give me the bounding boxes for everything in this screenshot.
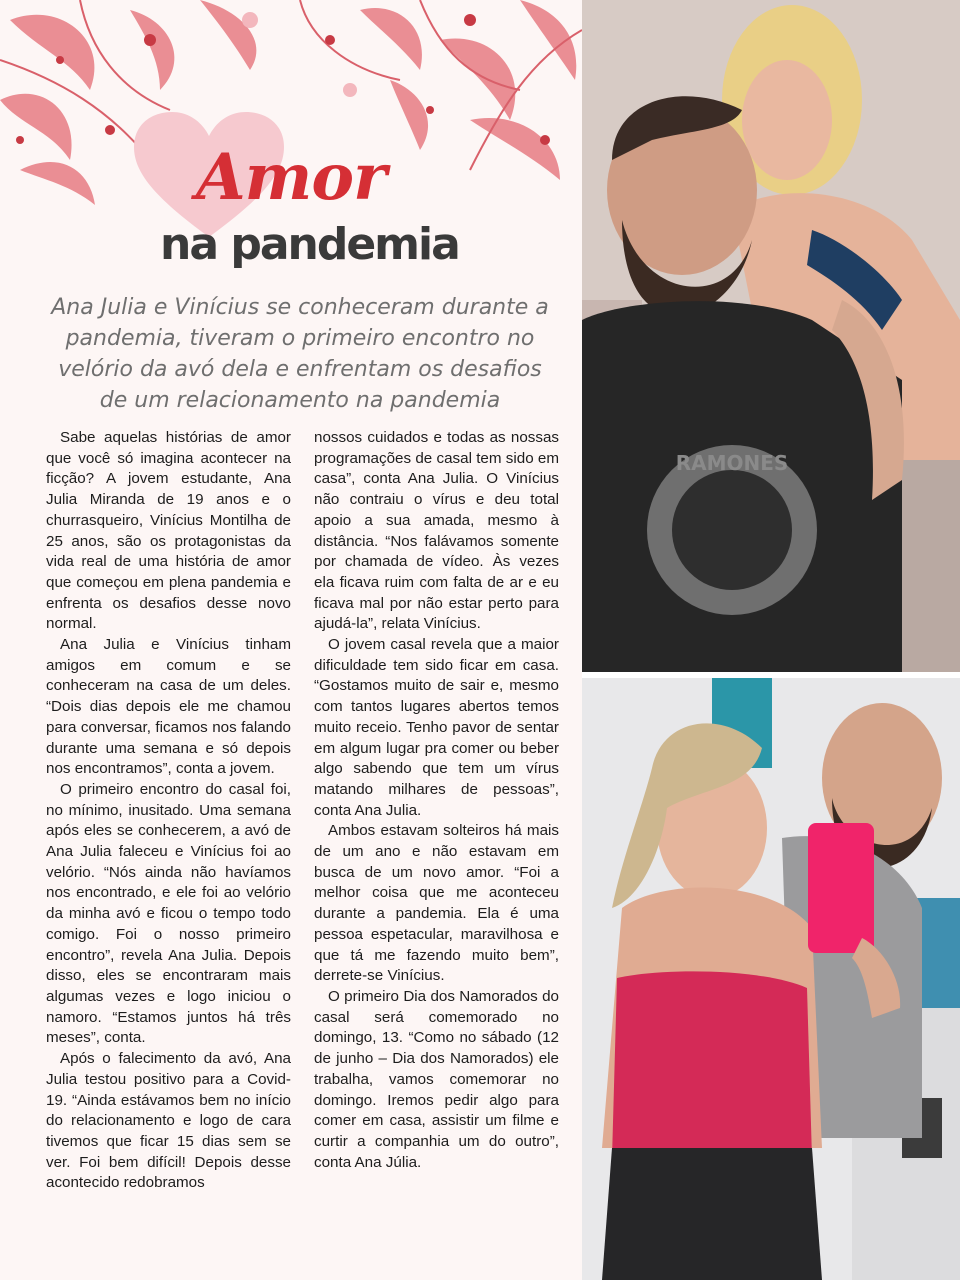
headline-amor: Amor — [196, 140, 386, 215]
paragraph: O primeiro Dia dos Namorados do casal será comemorado no domingo, 13. “Como no sábado (12 de junho – Dia dos Namorados) ele trabalha, vamos comemorar no domingo. Iremos pedir algo para comer em casa, assistir um filme e curtir a companhia um do outro”, conta Ana Júlia. — [314, 987, 559, 1171]
photo-column — [582, 0, 960, 1280]
paragraph: nossos cuidados e todas as nossas programações de casal tem sido em casa”, conta Ana Julia. O Vinícius não contraiu o vírus e deu total apoio a sua amada, mesmo à distância. “Nos falávamos somente por chamada de vídeo. Às vezes ela ficava ruim com falta de ar e eu ficava mal por não estar perto para ajudá-la”, relata Vinícius. — [314, 429, 559, 633]
body-column-1 — [46, 428, 291, 1194]
shirt-print-text: RAMONES — [675, 451, 789, 475]
paragraph: Após o falecimento da avó, Ana Julia testou positivo para a Covid-19. “Ainda estávamos bem no início do relacionamento e logo de cara tivemos que ficar 15 dias sem se ver. Foi bem difícil! Depois desse acontecido redobramos — [46, 1050, 291, 1192]
paragraph: Ana Julia e Vinícius tinham amigos em comum e se conheceram na casa de um deles. “Dois dias depois ele me chamou para conversar, ficamos nos falando durante uma semana e só depois nos encontramos”, conta a jovem. — [46, 636, 291, 778]
headline-na-pandemia: na pandemia — [160, 219, 459, 270]
body-column-2 — [314, 428, 559, 1173]
paragraph: O jovem casal revela que a maior dificuldade tem sido ficar em casa. “Gostamos muito de sair e, mesmo com tantos lugares abertos temos muito receio. Tenho pavor de sentar em algum lugar pra comer ou beber algo sabendo que tem um vírus matando milhares de pessoas”, conta Ana Julia. — [314, 636, 559, 819]
paragraph: O primeiro encontro do casal foi, no mínimo, inusitado. Uma semana após eles se conhecerem, a avó de Ana Julia faleceu e Vinícius foi ao velório. “Nós ainda não havíamos nos encontrado, e ele foi ao velório da minha avó e ficou o tempo todo comigo. Foi o nosso primeiro encontro”, revela Ana Julia. Depois disso, eles se encontraram mais algumas vezes e logo iniciou o namoro. “Estamos juntos há três meses”, conta. — [46, 780, 291, 1047]
couple-mirror-photo — [582, 678, 960, 1280]
paragraph: Sabe aquelas histórias de amor que você só imagina acontecer na ficção? A jovem estudante, Ana Julia Miranda de 19 anos e o churrasqueiro, Vinícius Montilha de 25 anos, são os protagonistas da vida real de uma história de amor que começou em plena pandemia e enfrenta os desafios desse novo normal. — [46, 429, 291, 633]
paragraph: Ambos estavam solteiros há mais de um ano e não estavam em busca de um novo amor. “Foi a melhor coisa que me aconteceu durante a pandemia. Ela é uma pessoa espetacular, maravilhosa e que tá me fazendo muito bem”, derrete-se Vinícius. — [314, 822, 559, 985]
article-dek: Ana Julia e Vinícius se conheceram durante a pandemia, tiveram o primeiro encontro no velório da avó dela e enfrentam os desafios de um relacionamento na pandemia — [51, 295, 549, 413]
couple-selfie-photo — [582, 0, 960, 672]
